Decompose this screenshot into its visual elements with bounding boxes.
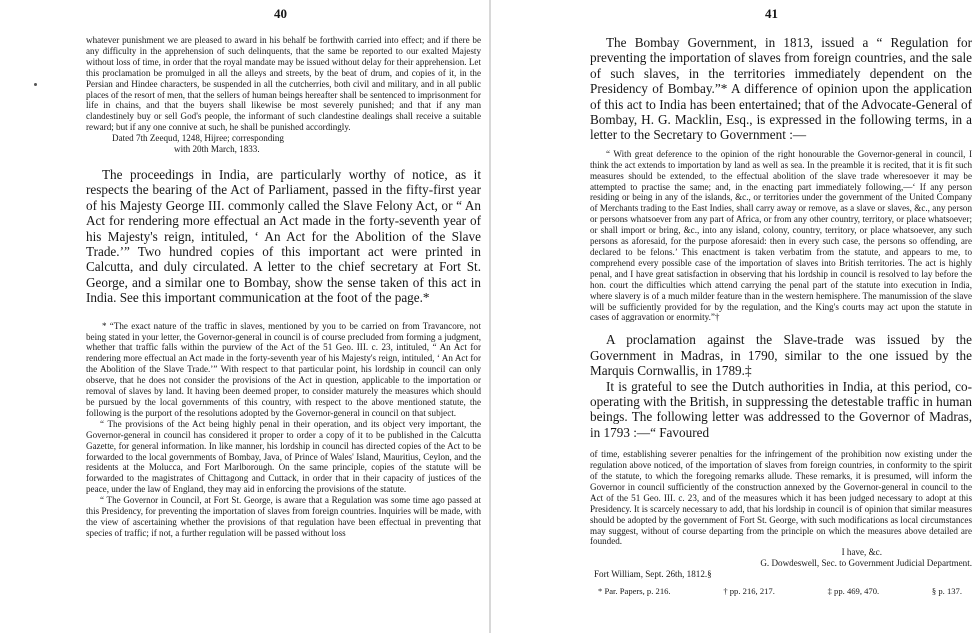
left-page-body (86, 35, 481, 539)
left-page (86, 0, 481, 633)
right-page (590, 0, 972, 633)
footnote-paragraph: “ The Governor in Council, at Fort St. George, is aware that a Regulation was some time ago passed at this Presidency, for preventing the importation of slaves from foreign countries. Inquiries will be made, with the view of ascertaining whether the provisions of that regulation have been effectual in preventing that species of traffic; if not, a further regulation will be passed without loss (86, 495, 481, 538)
proclamation-text: whatever punishment we are pleased to award in his behalf be forthwith carried into effect; and if there be any difficulty in the apprehension of such delinquents, that the same be reported to our exalted Majesty without loss of time, in order that the royal mandate may be issued without delay for their apprehension. Let this proclamation be promulged in all the alleys and streets, by the beat of drum, and copies of it, in the Persian and Hindee characters, be suspended in all the cutcherries, both civil and military, and in all public places of the resort of men, that the sellers of human beings hereafter shall be sentenced to imprisonment for life in chains, and that the buyers shall likewise be most severely punished; and that if any man clandestinely buy or sell God's people, the informant of such clandestine dealings shall receive a suitable reward; but if any one connive at such, he shall be punished accordingly. (86, 35, 481, 133)
page-number: 41 (765, 6, 778, 21)
footnote-paragraph: * “The exact nature of the traffic in slaves, mentioned by you to be carried on from Travancore, not being stated in your letter, the Governor-general in council is of course precluded from forming a judgment, whether that traffic falls within the purview of the Act of the 51 Geo. III. c. 23, intituled, “ An Act for rendering more effectual an Act made in the forty-seventh year of his Majesty's reign, intituled, ‘ An Act for the Abolition of the Slave Trade.’” With respect to that particular point, his lordship in council can only observe, that he does not consider the provisions of the Act in question, applicable to the importation or removal of slaves by land. It having been deemed proper, to consider maturely the measures which should be pursued by the local governments of this country, with respect to the above mentioned statute, the following is the purport of the resolutions adopted by the Governor-general in council on that subject. (86, 320, 481, 418)
page-number: 40 (274, 6, 287, 21)
dutch-authorities-paragraph: It is grateful to see the Dutch authorities in India, at this period, co-operating with the British, in suppressing the detestable traffic in human beings. The following letter was addressed to the Governor of Madras, in 1793 :—“ Favoured (590, 378, 972, 440)
reference-note: § p. 137. (931, 586, 962, 597)
bombay-paragraph: The Bombay Government, in 1813, issued a “ Regulation for preventing the importation of slaves from foreign countries, and the sale of such slaves, in the territories immediately dependent on the Presidency of Bombay.”* A difference of opinion upon the application of this act to India has been entertained; that of the Advocate-General of Bombay, H. G. Macklin, Esq., is expressed in the following terms, in a letter to the Secretary to Government :— (590, 35, 972, 143)
reference-note: ‡ pp. 469, 470. (827, 586, 880, 597)
print-speck (34, 83, 37, 86)
dated-line: Dated 7th Zeequd, 1248, Hijree; corresponding (112, 133, 284, 144)
madras-proclamation-paragraph: A proclamation against the Slave-trade was issued by the Government in Madras, in 1790, similar to the one issued by the Marquis Cornwallis, in 1789.‡ (590, 332, 972, 379)
reference-note: † pp. 216, 217. (723, 586, 775, 597)
footnote-paragraph: “ The provisions of the Act being highly penal in their operation, and its object very important, the Governor-general in council has considered it proper to order a copy of it to be published in the Calcutta Gazette, for general information. In like manner, his lordship in council has directed copies of the Act to be forwarded to the local governments of Bombay, Java, of Prince of Wales' Island, Mauritius, Ceylon, and the residents at the Molucca, and Fort Marlborough. On the same principle, copies of the statute will be forwarded to the magistrates of Chittagong and Cuttack, in order that in their capacity of justices of the peace, under the law of England, they may aid in enforcing the provisions of the statute. (86, 418, 481, 495)
place-date-line: Fort William, Sept. 26th, 1812.§ (594, 569, 712, 580)
reference-note: * Par. Papers, p. 216. (598, 586, 671, 597)
advocate-general-quote: “ With great deference to the opinion of the right honourable the Governor-general in council, I think the act extends to importation by land as well as sea. In the preamble it is recited, that it is fit such measures should be extended, to the effectual abolition of the slave trade wheresoever it may be attempted to practise the same; and, in the enacting part immediately following,—‘ If any person residing or being in any of the islands, &c., or territories under the government of the United Company of Merchants trading to the East Indies, shall carry away or remove, as a slave or slaves, &c., any person or persons whatsoever from any part of Africa, or from any other country, territory, or place whatsoever; or shall import or bring, &c., into any island, colony, country, territory, or place whatsoever, any such persons as aforesaid, for the purpose aforesaid: then in every such case, the persons so offending, are declared to be felons.’ This enactment is taken verbatim from the statute, and appears to me, to comprehend every possible case of the importation of slaves into British territories. The act is highly penal, and I have great satisfaction in observing that his lordship in council is resolved to lay before the hon. court the difficulties which attend carrying the penal part of the statute into execution in India, where slavery is of a much milder feature than in the western hemisphere. The manumission of the slave will be sufficiently provided for by the regulation, and the King's courts may act upon the statute in cases of aggravation or enormity.”† (590, 148, 972, 323)
signature-line: G. Dowdeswell, Sec. to Government Judicial Department. (760, 558, 972, 569)
main-paragraph: The proceedings in India, are particularly worthy of notice, as it respects the bearing of the Act of Parliament, passed in the fifty-first year of his Majesty George III. commonly called the Slave Felony Act, or “ An Act for rendering more effectual an Act made in the forty-seventh year of his Majesty's reign, intituled, ‘ An Act for the Abolition of the Slave Trade.’” Two hundred copies of this important act were printed in Calcutta, and duly circulated. A letter to the chief secretary at Fort St. George, and a similar one to Bombay, show the sense taken of this act in India. See this important communication at the foot of the page.* (86, 166, 481, 306)
footnote-references (590, 586, 972, 597)
dated-line-continued: with 20th March, 1833. (174, 144, 260, 155)
right-page-body (590, 35, 972, 597)
page-gutter (489, 0, 491, 633)
footnote-continuation: of time, establishing severer penalties for the infringement of the prohibition now existing under the regulation above noticed, of the importation of slaves from foreign countries, in conformity to the spirit of the statute, to which the foregoing remarks allude. These remarks, it is presumed, will inform the Governor in council sufficiently of the construction annexed by the Governor-general in council to the Act of the 51 Geo. III. c. 23, and of the measures which it has been judged necessary to adopt at this Presidency. It is scarcely necessary to add, that his lordship in council is of opinion that similar measures should be adopted by the government of Fort St. George, with such modifications as local circumstances may suggest, without of course departing from the principle on which the measures above detailed are founded. (590, 449, 972, 547)
letter-closing: I have, &c. (841, 547, 882, 558)
